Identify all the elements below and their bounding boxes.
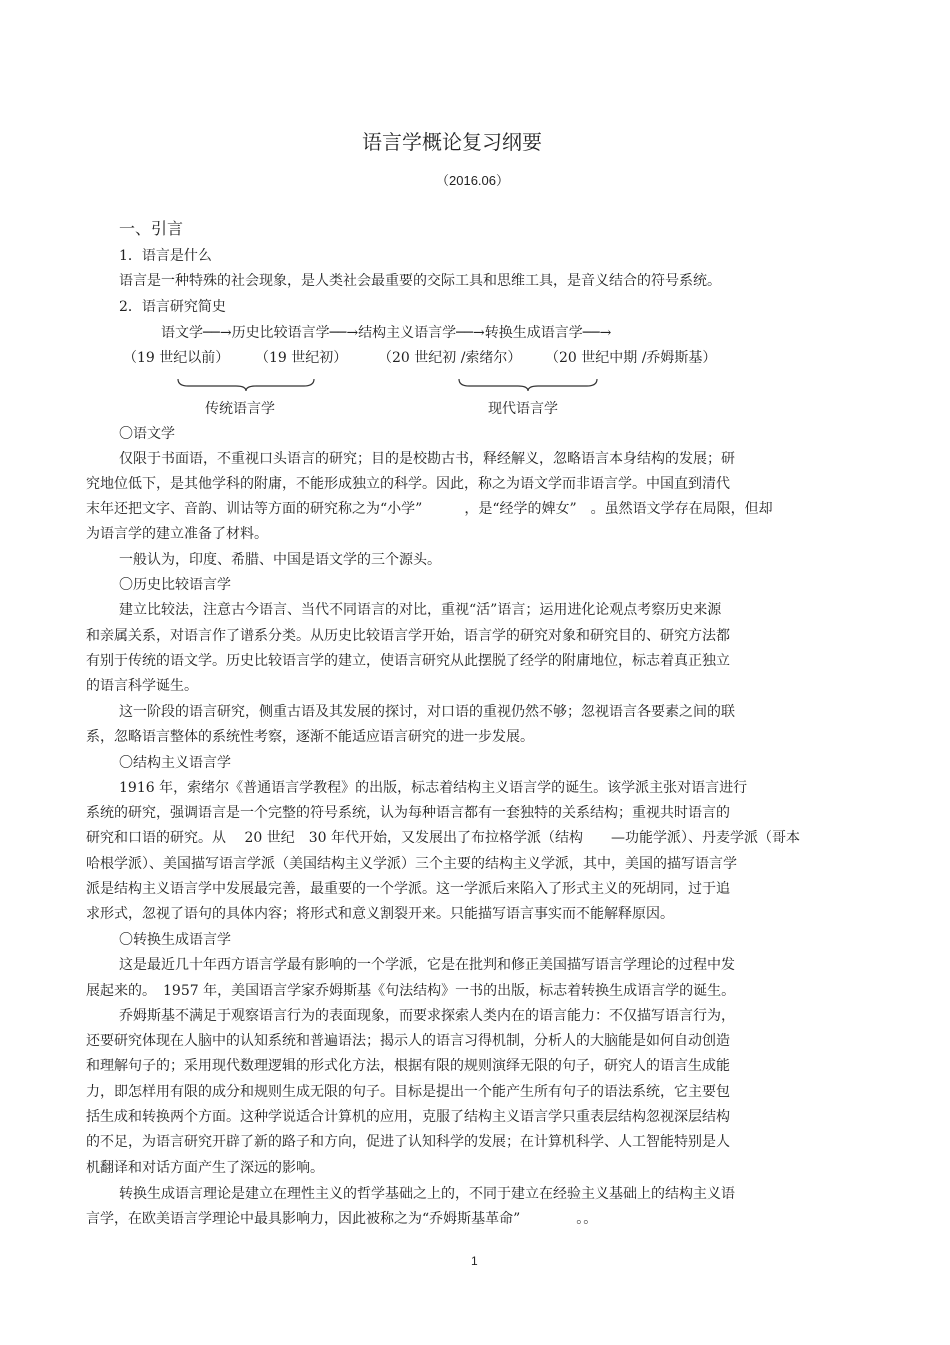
paragraph-line: 末年还把文字、音韵、训诂等方面的研究称之为“小学” ，是“经学的婢女” 。虽然语文学存在局限，但却 xyxy=(86,501,773,517)
modern-linguistics-label: 现代语言学 xyxy=(488,401,558,417)
generative-heading: 〇转换生成语言学 xyxy=(119,932,231,948)
section-heading-introduction: 一、引言 xyxy=(119,219,184,238)
paragraph-line: 系统的研究，强调语言是一个完整的符号系统，认为每种语言都有一套独特的关系结构；重视共时语言的 xyxy=(86,805,730,821)
paragraph-line: 建立比较法，注意古今语言、当代不同语言的对比，重视“活”语言；运用进化论观点考察历史来源 xyxy=(119,602,722,618)
paragraph-line: 有别于传统的语文学。历史比较语言学的建立，使语言研究从此摆脱了经学的附庸地位，标志着真正独立 xyxy=(86,653,730,669)
timeline-period-1: （19 世纪以前） xyxy=(123,350,230,366)
paragraph-line: 派是结构主义语言学中发展最完善，最重要的一个学派。这一学派后来陷入了形式主义的死胡同，过于追 xyxy=(86,881,730,897)
paragraph-line: 和理解句子的；采用现代数理逻辑的形式化方法，根据有限的规则演绎无限的句子，研究人的语言生成能 xyxy=(86,1058,730,1074)
paragraph-line: 和亲属关系，对语言作了谱系分类。从历史比较语言学开始，语言学的研究对象和研究目的、研究方法都 xyxy=(86,628,730,644)
paragraph-line: 这一阶段的语言研究，侧重古语及其发展的探讨，对口语的重视仍然不够；忽视语言各要素之间的联 xyxy=(119,704,735,720)
paragraph-line: 研究和口语的研究。从 20 世纪 30 年代开始，又发展出了布拉格学派（结构 —功能学派）、丹麦学派（哥本 xyxy=(86,830,800,846)
answer-what-is-language: 语言是一种特殊的社会现象，是人类社会最重要的交际工具和思维工具，是音义结合的符号系统。 xyxy=(119,273,721,289)
question-research-history: 2．语言研究简史 xyxy=(119,299,226,315)
paragraph-line: 1916 年，索绪尔《普通语言学教程》的出版，标志着结构主义语言学的诞生。该学派主张对语言进行 xyxy=(119,780,748,796)
traditional-linguistics-label: 传统语言学 xyxy=(205,401,275,417)
paragraph-line: 一般认为，印度、希腊、中国是语文学的三个源头。 xyxy=(119,552,441,568)
historical-heading: 〇历史比较语言学 xyxy=(119,577,231,593)
paragraph-line: 机翻译和对话方面产生了深远的影响。 xyxy=(86,1160,324,1176)
paragraph-line: 的语言科学诞生。 xyxy=(86,678,198,694)
paragraph-line: 括生成和转换两个方面。这种学说适合计算机的应用，克服了结构主义语言学只重表层结构忽视深层结构 xyxy=(86,1109,730,1125)
paragraph-line: 系，忽略语言整体的系统性考察，逐渐不能适应语言研究的进一步发展。 xyxy=(86,729,534,745)
paragraph-line: 究地位低下，是其他学科的附庸，不能形成独立的科学。因此，称之为语文学而非语言学。中国直到清代 xyxy=(86,476,730,492)
philology-heading: 〇语文学 xyxy=(119,426,175,442)
modern-brace-icon xyxy=(457,377,599,393)
paragraph-line: 哈根学派）、美国描写语言学派（美国结构主义学派）三个主要的结构主义学派，其中，美国的描写语言学 xyxy=(86,856,737,872)
paragraph-line: 言学，在欧美语言学理论中最具影响力，因此被称之为“乔姆斯基革命” 。。 xyxy=(86,1211,598,1227)
paragraph-line: 求形式，忽视了语句的具体内容；将形式和意义割裂开来。只能描写语言事实而不能解释原因。 xyxy=(86,906,674,922)
timeline-period-3: （20 世纪初 /索绪尔） xyxy=(378,350,522,366)
paragraph-line: 为语言学的建立准备了材料。 xyxy=(86,526,268,542)
date-label: （2016.06） xyxy=(436,173,509,188)
question-what-is-language: 1．语言是什么 xyxy=(119,248,212,264)
paragraph-line: 乔姆斯基不满足于观察语言行为的表面现象，而要求探索人类内在的语言能力：不仅描写语言行为， xyxy=(119,1008,735,1024)
paragraph-line: 转换生成语言理论是建立在理性主义的哲学基础之上的，不同于建立在经验主义基础上的结构主义语 xyxy=(119,1186,735,1202)
paragraph-line: 力，即怎样用有限的成分和规则生成无限的句子。目标是提出一个能产生所有句子的语法系统，它主要包 xyxy=(86,1084,730,1100)
timeline-period-2: （19 世纪初） xyxy=(255,350,348,366)
paragraph-line: 这是最近几十年西方语言学最有影响的一个学派，它是在批判和修正美国描写语言学理论的过程中发 xyxy=(119,957,735,973)
page-title: 语言学概论复习纲要 xyxy=(362,130,542,154)
timeline-chain: 语文学──→历史比较语言学──→结构主义语言学──→转换生成语言学──→ xyxy=(161,325,612,341)
paragraph-line: 仅限于书面语，不重视口头语言的研究；目的是校勘古书，释经解义，忽略语言本身结构的发展；研 xyxy=(119,451,735,467)
paragraph-line: 的不足，为语言研究开辟了新的路子和方向，促进了认知科学的发展；在计算机科学、人工智能特别是人 xyxy=(86,1134,730,1150)
timeline-period-4: （20 世纪中期 /乔姆斯基） xyxy=(545,350,717,366)
structural-heading: 〇结构主义语言学 xyxy=(119,755,231,771)
traditional-brace-icon xyxy=(176,377,316,393)
paragraph-line: 还要研究体现在人脑中的认知系统和普遍语法；揭示人的语言习得机制，分析人的大脑能是如何自动创造 xyxy=(86,1033,730,1049)
paragraph-line: 展起来的。 1957 年，美国语言学家乔姆斯基《句法结构》一书的出版，标志着转换生成语言学的诞生。 xyxy=(86,983,736,999)
page-number: 1 xyxy=(471,1254,478,1268)
